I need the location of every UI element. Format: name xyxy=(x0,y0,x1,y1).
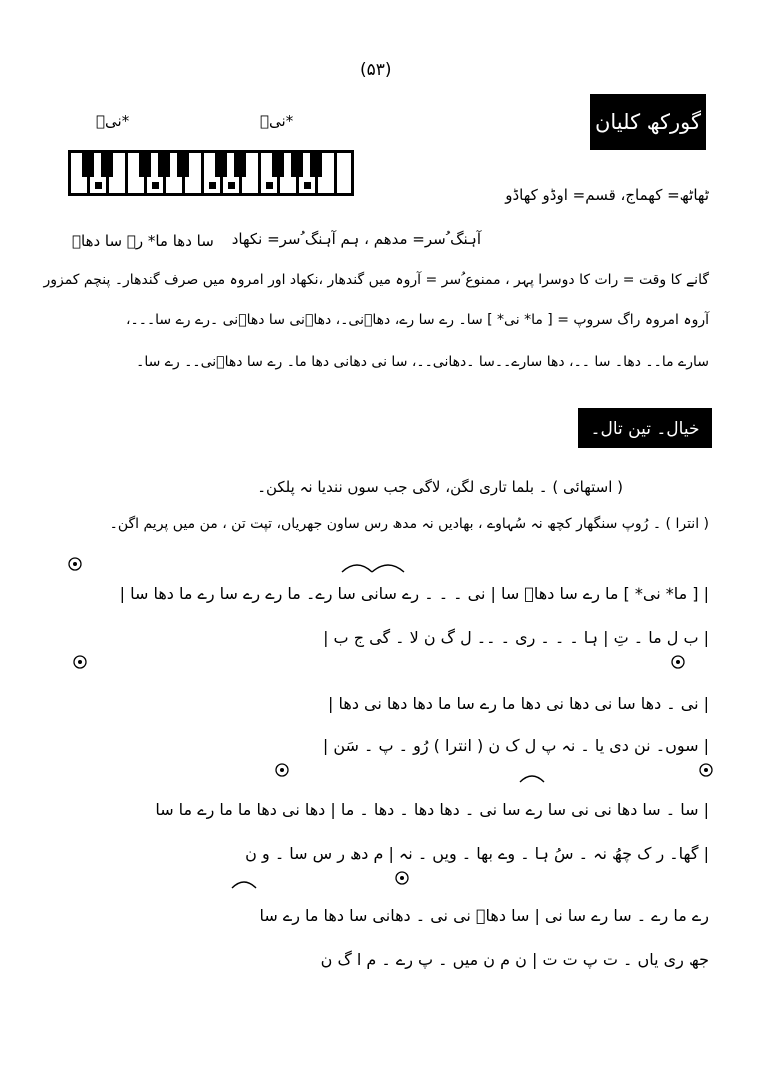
notation-row-3: | نی ۔ دھا سا نی دھا نی دھا ما رے سا ما دھا دھا نی دھا | xyxy=(328,694,709,713)
piano-keyboard-icon xyxy=(68,150,354,196)
notation-row-8: جھ ری یاں ۔ ت پ ت ت | ن م ن میں ۔ پ رے ۔ م ا گ ن xyxy=(320,950,709,969)
notation-row-1: | [ ما* نی* ] ما رے سا دھاؔ سا | نی ۔ ۔ ۔ رے سانی سا رے۔ ما رے رے سا رے ما دھا سا | xyxy=(119,584,709,603)
aahang-notes: سا دھا ما* رے سا دھاؔ xyxy=(72,232,214,250)
notation-marks xyxy=(0,548,771,968)
asthayi-lyrics: ( استھائی ) ۔ بلما تاری لگن، لاگی جب سوں نندیا نہ پلکن۔ xyxy=(257,478,623,496)
arohi-line: آروہ امروہ راگ سروپ = [ ما* نی* ] سا۔ رے سا رے، دھاؔنی۔، دھاؔنی سا دھاؔنی ۔رے رے سا۔۔۔، xyxy=(126,312,709,328)
keyboard-label-mid: نیؔ* xyxy=(260,112,294,130)
swaroop-line: سارے ما۔۔ دھا۔ سا ۔۔، دھا سارے۔۔سا ۔دھانی۔۔، سا نی دھانی دھا ما۔ رے سا دھاؔنی۔۔ رے سا۔ xyxy=(136,354,709,370)
section-title: خیال۔ تین تال۔ xyxy=(578,408,712,448)
antara-lyrics: ( انترا ) ۔ رُوپ سنگھار کچھ نہ سُہاوے ، بھادیں نہ مدھ رس ساون جھریاں، تپت تن ، من میں پریم اگن۔ xyxy=(109,516,709,532)
time-line: گانے کا وقت = رات کا دوسرا پہر ، ممنوع ُسر = آروہ میں گندھار ،نکھاد اور امروہ میں صرف گندھار۔ پنچم کمزور xyxy=(43,272,709,288)
keyboard-label-left: نیؔ* xyxy=(96,112,130,130)
notation-row-6: | گھا۔ ر ک چھُ نہ ۔ سُ ہا ۔ وے بھا ۔ ویں ۔ نہ | م دھ ر س سا ۔ و ن xyxy=(245,844,709,863)
page-number: (۵۳) xyxy=(360,60,392,80)
notation-row-5: | سا ۔ سا دھا نی نی سا رے سا نی ۔ دھا دھا ۔ دھا ۔ ما | دھا نی دھا ما ما رے ما سا xyxy=(155,800,709,819)
notation-row-2: | ب ل ما ۔ تِ | ہا ۔ ۔ ۔ ری ۔ ۔۔ ل گ ن لا ۔ گی ج ب | xyxy=(323,628,709,647)
notation-row-4: | سوں۔ نن دی یا ۔ نہ پ ل ک ن ( انترا ) رُو ۔ پ ۔ سَن | xyxy=(322,736,709,755)
raag-title: گورکھ کلیان xyxy=(590,94,706,150)
notation-row-7: رے ما رے ۔ سا رے سا نی | سا دھاؔ نی نی ۔ دھانی سا دھا ما رے سا xyxy=(259,906,709,925)
aahang-line: آہنگ ُسر= مدھم ، ہم آہنگ ُسر= نکھاد xyxy=(231,230,481,248)
thaat-line: ٹھاٹھ= کھماج، قسم= اوڈو کھاڈو xyxy=(505,186,709,204)
